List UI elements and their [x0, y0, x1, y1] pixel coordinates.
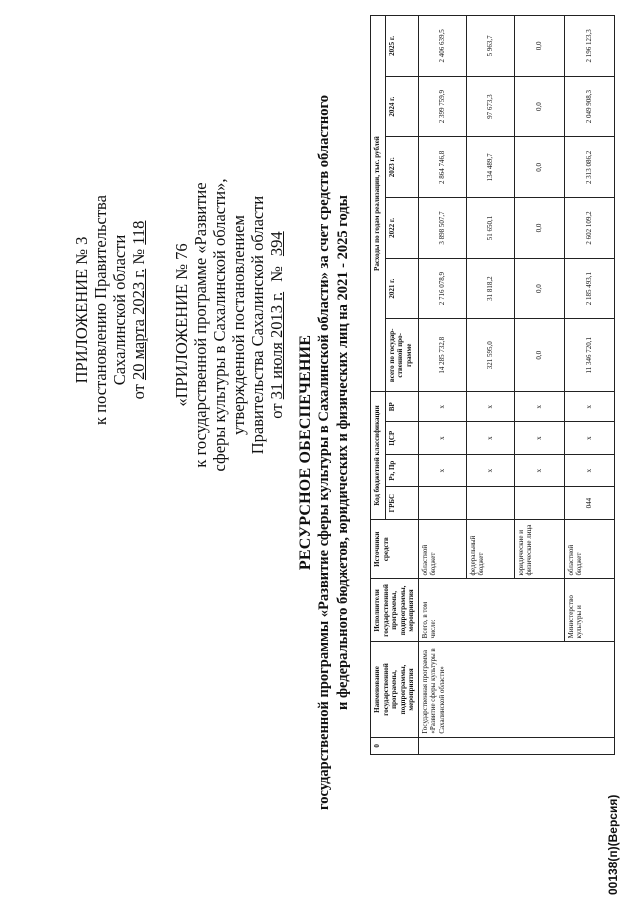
appendix-2-doc-number: 394 — [267, 231, 286, 257]
title-line-3: и федерального бюджетов, юридических и физических лиц на 2021 - 2025 годы — [335, 195, 351, 710]
vr-cell: х — [514, 392, 564, 422]
header-total: всего по государ-ственной про-грамме — [385, 319, 418, 392]
y2022-cell: 51 650,1 — [466, 198, 514, 259]
header-executor: Исполнители государственной программы, подпрограммы, мероприятия — [371, 579, 419, 642]
appendix-2-date: 31 июля 2013 г. — [267, 291, 286, 400]
header-index: 0 — [371, 737, 419, 754]
resource-table-wrapper — [370, 15, 615, 755]
y2022-cell: 3 898 507,7 — [418, 198, 466, 259]
appendix-2-line3: сферы культуры в Сахалинской области», — [210, 178, 229, 472]
header-2025: 2025 г. — [385, 16, 418, 77]
vr-cell: х — [466, 392, 514, 422]
csr-cell: х — [466, 422, 514, 455]
appendix-1-no: № — [129, 244, 148, 269]
appendix-1-date-line — [129, 175, 148, 445]
y2025-cell: 0,0 — [514, 16, 564, 77]
y2024-cell: 97 673,3 — [466, 76, 514, 137]
grbs-cell — [418, 487, 466, 520]
y2021-cell: 2 716 078,9 — [418, 258, 466, 319]
appendix-2-line2: к государственной программе «Развитие — [191, 182, 210, 468]
appendix-1-number: ПРИЛОЖЕНИЕ № 3 — [72, 236, 91, 384]
y2021-cell: 0,0 — [514, 258, 564, 319]
header-grbs: ГРБС — [385, 487, 418, 520]
appendix-header-2 — [172, 165, 286, 485]
title-line-1: РЕСУРСНОЕ ОБЕСПЕЧЕНИЕ — [297, 334, 314, 571]
header-2021: 2021 г. — [385, 258, 418, 319]
source-cell: юридические и физические лица — [514, 519, 564, 579]
header-rz-pr: Рз, Пр — [385, 454, 418, 487]
header-2023: 2023 г. — [385, 137, 418, 198]
grbs-cell — [466, 487, 514, 520]
y2022-cell: 0,0 — [514, 198, 564, 259]
document-footer-code: 00138(п)(Версия) — [606, 794, 620, 895]
y2024-cell: 0,0 — [514, 76, 564, 137]
appendix-2-line5: Правительства Сахалинской области — [248, 195, 267, 455]
header-budget-code: Код бюджетной классификации — [371, 392, 386, 520]
total-cell: 14 285 732,8 — [418, 319, 466, 392]
header-2024: 2024 г. — [385, 76, 418, 137]
y2021-cell: 2 185 493,1 — [564, 258, 614, 319]
csr-cell: х — [418, 422, 466, 455]
csr-cell: х — [564, 422, 614, 455]
header-vr: ВР — [385, 392, 418, 422]
source-cell: федеральный бюджет — [466, 519, 514, 579]
appendix-2-no: № — [267, 266, 286, 282]
program-name-cell: Государственная программа «Развитие сферы культуры в Сахалинской области» — [418, 642, 614, 737]
appendix-2-line4: утвержденной постановлением — [229, 215, 248, 435]
y2023-cell: 0,0 — [514, 137, 564, 198]
rz-pr-cell: х — [418, 454, 466, 487]
appendix-2-date-line — [267, 165, 286, 485]
table-header-row-1 — [371, 16, 386, 755]
total-cell: 321 595,0 — [466, 319, 514, 392]
y2025-cell: 2 196 123,3 — [564, 16, 614, 77]
y2024-cell: 2 399 759,9 — [418, 76, 466, 137]
header-name: Наименование государственной программы, подпрограммы, мероприятия — [371, 642, 419, 737]
y2021-cell: 31 818,2 — [466, 258, 514, 319]
appendix-1-doc-number: 118 — [129, 220, 148, 245]
title-line-2: государственной программы «Развитие сферы культуры в Сахалинской области» за счет средств областного — [316, 95, 332, 810]
executor-cell: Министерство культуры и — [564, 579, 614, 642]
document-title — [296, 0, 353, 905]
appendix-1-line2: к постановлению Правительства — [91, 195, 110, 425]
header-source: Источники средств — [371, 519, 419, 579]
appendix-2-number: «ПРИЛОЖЕНИЕ № 76 — [172, 243, 191, 407]
y2023-cell: 2 313 086,2 — [564, 137, 614, 198]
y2025-cell: 5 963,7 — [466, 16, 514, 77]
y2023-cell: 134 489,7 — [466, 137, 514, 198]
total-cell: 11 346 720,1 — [564, 319, 614, 392]
row-index-cell — [418, 737, 614, 754]
y2025-cell: 2 406 639,5 — [418, 16, 466, 77]
grbs-cell: 044 — [564, 487, 614, 520]
appendix-2-from: от — [267, 399, 286, 419]
executor-cell: Всего, в том числе: — [418, 579, 564, 642]
appendix-1-from: от — [129, 380, 148, 400]
appendix-1-line3: Сахалинской области — [110, 234, 129, 386]
rz-pr-cell: х — [514, 454, 564, 487]
rz-pr-cell: х — [466, 454, 514, 487]
header-expenses: Расходы по годам реализации, тыс. рублей — [371, 16, 386, 392]
y2022-cell: 2 602 109,2 — [564, 198, 614, 259]
appendix-1-date: 20 марта 2023 г. — [129, 268, 148, 381]
vr-cell: х — [564, 392, 614, 422]
csr-cell: х — [514, 422, 564, 455]
vr-cell: х — [418, 392, 466, 422]
table-row — [418, 16, 466, 755]
resource-table — [370, 15, 615, 755]
total-cell: 0,0 — [514, 319, 564, 392]
source-cell: областной бюджет — [564, 519, 614, 579]
y2024-cell: 2 049 908,3 — [564, 76, 614, 137]
rz-pr-cell: х — [564, 454, 614, 487]
appendix-header-1 — [72, 175, 148, 445]
header-csr: ЦСР — [385, 422, 418, 455]
source-cell: областной бюджет — [418, 519, 466, 579]
header-2022: 2022 г. — [385, 198, 418, 259]
y2023-cell: 2 864 746,8 — [418, 137, 466, 198]
grbs-cell — [514, 487, 564, 520]
